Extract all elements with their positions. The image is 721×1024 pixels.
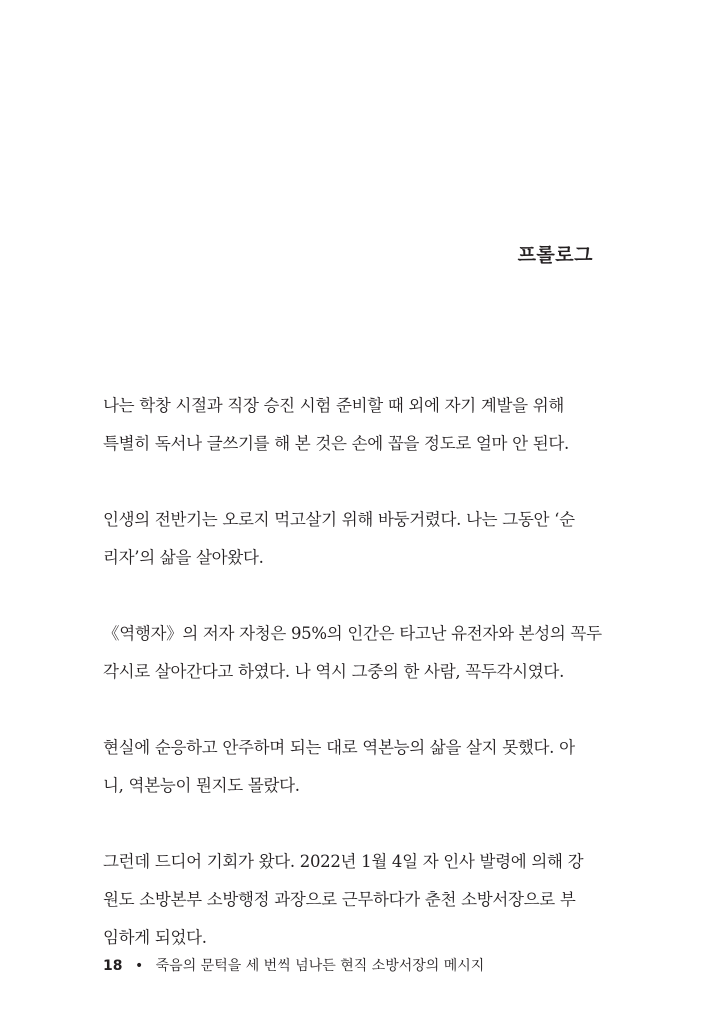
text-line: 니, 역본능이 뭔지도 몰랐다. [103, 776, 300, 795]
running-title: 죽음의 문턱을 세 번씩 넘나든 현직 소방서장의 메시지 [155, 958, 485, 974]
text-line: 특별히 독서나 글쓰기를 해 본 것은 손에 꼽을 정도로 얼마 안 된다. [103, 434, 569, 453]
paragraph-2 [103, 501, 603, 577]
text-line: 각시로 살아간다고 하였다. 나 역시 그중의 한 사람, 꼭두각시였다. [103, 662, 565, 681]
text-line: 원도 소방본부 소방행정 과장으로 근무하다가 춘천 소방서장으로 부 [103, 890, 576, 909]
paragraph-4 [103, 729, 603, 805]
text-line: 《역행자》의 저자 자청은 95%의 인간은 타고난 유전자와 본성의 꼭두 [103, 624, 602, 643]
text-line: 리자’의 삶을 살아왔다. [103, 548, 264, 567]
paragraph-1 [103, 387, 603, 463]
text-line: 그런데 드디어 기회가 왔다. 2022년 1월 4일 자 인사 발령에 의해 강 [103, 852, 584, 871]
page-number: 18 [103, 958, 123, 974]
body-text [103, 387, 603, 995]
text-line: 현실에 순응하고 안주하며 되는 대로 역본능의 삶을 살지 못했다. 아 [103, 738, 575, 757]
paragraph-5 [103, 843, 603, 957]
footer-separator: • [134, 958, 144, 974]
paragraph-3 [103, 615, 603, 691]
text-line: 인생의 전반기는 오로지 먹고살기 위해 바둥거렸다. 나는 그동안 ‘순 [103, 510, 575, 529]
page-footer [103, 955, 484, 975]
text-line: 나는 학창 시절과 직장 승진 시험 준비할 때 외에 자기 계발을 위해 [103, 396, 565, 415]
chapter-title: 프롤로그 [517, 244, 593, 266]
text-line: 임하게 되었다. [103, 928, 207, 947]
